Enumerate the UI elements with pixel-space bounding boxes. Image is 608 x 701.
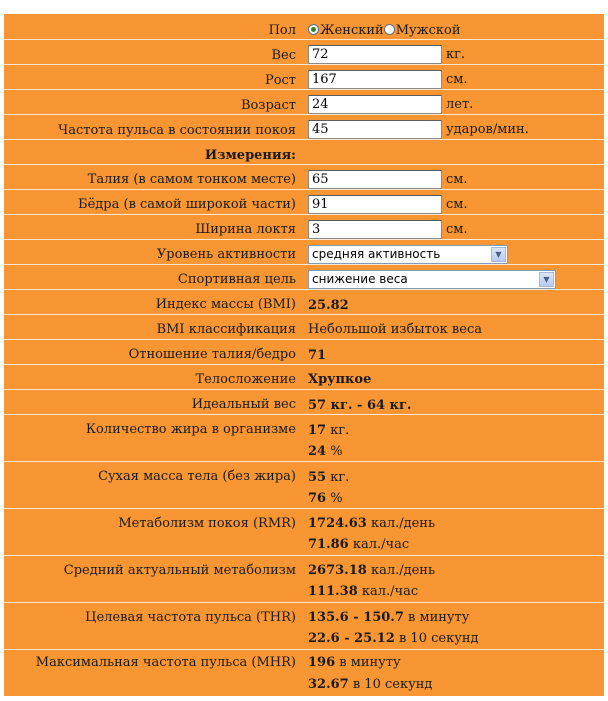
rmr-label: Метаболизм покоя (RMR) — [118, 516, 296, 531]
height-label: Рост — [264, 73, 296, 88]
elbow-label: Ширина локтя — [195, 222, 296, 237]
resting-pulse-label: Частота пульса в состоянии покоя — [58, 123, 296, 138]
row-lean-mass — [4, 462, 604, 509]
row-body-fat — [4, 415, 604, 462]
lean-mass-kg-unit: кг. — [330, 470, 350, 485]
rmr-day: 1724.63 — [308, 516, 367, 531]
goal-label: Спортивная цель — [177, 272, 296, 287]
body-fat-pct: 24 — [308, 444, 327, 459]
age-label: Возраст — [240, 98, 296, 113]
bmi-label: Индекс массы (BMI) — [155, 297, 296, 312]
amr-hour: 111.38 — [308, 584, 358, 599]
row-amr — [4, 556, 604, 603]
lean-mass-pct-unit: % — [330, 491, 343, 506]
weight-unit: кг. — [446, 46, 466, 62]
row-hips — [4, 190, 604, 215]
waist-unit: см. — [446, 171, 468, 187]
rmr-day-unit: кал./день — [370, 516, 436, 531]
row-rmr — [4, 509, 604, 556]
elbow-unit: см. — [446, 221, 468, 237]
row-thr — [4, 603, 604, 650]
bmi-class-label: BMI классификация — [156, 322, 296, 337]
body-fat-kg-unit: кг. — [330, 423, 350, 438]
mhr-label: Максимальная частота пульса (MHR) — [35, 655, 296, 670]
thr-label: Целевая частота пульса (THR) — [85, 610, 296, 625]
height-input[interactable]: 167 — [308, 70, 442, 89]
measurements-heading: Измерения: — [204, 148, 296, 163]
thr-sec-unit: в 10 секунд — [398, 631, 479, 646]
mhr-min-unit: в минуту — [339, 655, 401, 670]
amr-day: 2673.18 — [308, 563, 367, 578]
bmi-value: 25.82 — [308, 298, 349, 313]
row-weight — [4, 40, 604, 65]
build-value: Хрупкое — [308, 372, 372, 387]
gender-radio-group — [308, 22, 461, 40]
whr-value: 71 — [308, 348, 327, 363]
mhr-min: 196 — [308, 655, 336, 670]
ideal-weight-label: Идеальный вес — [191, 397, 296, 412]
body-fat-kg: 17 — [308, 423, 327, 438]
female-radio[interactable] — [308, 24, 319, 35]
row-goal — [4, 265, 604, 290]
hips-input[interactable]: 91 — [308, 195, 442, 214]
height-unit: см. — [446, 71, 468, 87]
male-label[interactable]: Мужской — [395, 23, 461, 38]
body-fat-pct-unit: % — [330, 444, 343, 459]
thr-min: 135.6 - 150.7 — [308, 610, 404, 625]
lean-mass-pct: 76 — [308, 491, 327, 506]
activity-label: Уровень активности — [156, 247, 296, 262]
row-build — [4, 365, 604, 390]
row-measurements-header — [4, 140, 604, 165]
rmr-hour-unit: кал./час — [352, 537, 410, 552]
resting-pulse-input[interactable]: 45 — [308, 120, 442, 139]
build-label: Телосложение — [195, 372, 296, 387]
rmr-hour: 71.86 — [308, 537, 349, 552]
row-elbow — [4, 215, 604, 240]
row-bmi-class — [4, 315, 604, 340]
amr-label: Средний актуальный метаболизм — [63, 563, 296, 578]
row-age — [4, 90, 604, 115]
goal-select-value: снижение веса — [312, 272, 408, 286]
age-input[interactable]: 24 — [308, 95, 442, 114]
row-mhr — [4, 650, 604, 696]
whr-label: Отношение талия/бедро — [128, 347, 296, 362]
body-fat-label: Количество жира в организме — [85, 422, 296, 437]
weight-input[interactable]: 72 — [308, 45, 442, 64]
row-activity — [4, 240, 604, 265]
row-ideal-weight — [4, 390, 604, 415]
resting-pulse-unit: ударов/мин. — [446, 121, 529, 137]
gender-label: Пол — [268, 23, 296, 38]
goal-select[interactable] — [308, 270, 556, 289]
mhr-sec-unit: в 10 секунд — [352, 677, 433, 692]
male-radio[interactable] — [384, 24, 395, 35]
amr-day-unit: кал./день — [370, 563, 436, 578]
activity-select[interactable] — [308, 245, 508, 264]
thr-sec: 22.6 - 25.12 — [308, 631, 395, 646]
calculator-panel — [4, 14, 604, 696]
thr-min-unit: в минуту — [408, 610, 470, 625]
hips-label: Бёдра (в самой широкой части) — [78, 197, 296, 212]
activity-select-value: средняя активность — [312, 247, 441, 261]
hips-unit: см. — [446, 196, 468, 212]
female-label[interactable]: Женский — [320, 23, 384, 38]
chevron-down-icon[interactable]: ▼ — [539, 272, 554, 287]
row-height — [4, 65, 604, 90]
bmi-class-value: Небольшой избыток веса — [308, 322, 482, 337]
waist-input[interactable]: 65 — [308, 170, 442, 189]
lean-mass-kg: 55 — [308, 470, 327, 485]
elbow-input[interactable]: 3 — [308, 220, 442, 239]
ideal-weight-value: 57 кг. - 64 кг. — [308, 398, 412, 413]
row-waist — [4, 165, 604, 190]
row-bmi — [4, 290, 604, 315]
weight-label: Вес — [271, 48, 296, 63]
row-gender — [4, 14, 604, 40]
mhr-sec: 32.67 — [308, 677, 349, 692]
waist-label: Талия (в самом тонком месте) — [87, 172, 296, 187]
lean-mass-label: Сухая масса тела (без жира) — [98, 469, 296, 484]
age-unit: лет. — [446, 96, 474, 112]
row-whr — [4, 340, 604, 365]
row-resting-pulse — [4, 115, 604, 140]
chevron-down-icon[interactable]: ▼ — [491, 247, 506, 262]
amr-hour-unit: кал./час — [361, 584, 419, 599]
